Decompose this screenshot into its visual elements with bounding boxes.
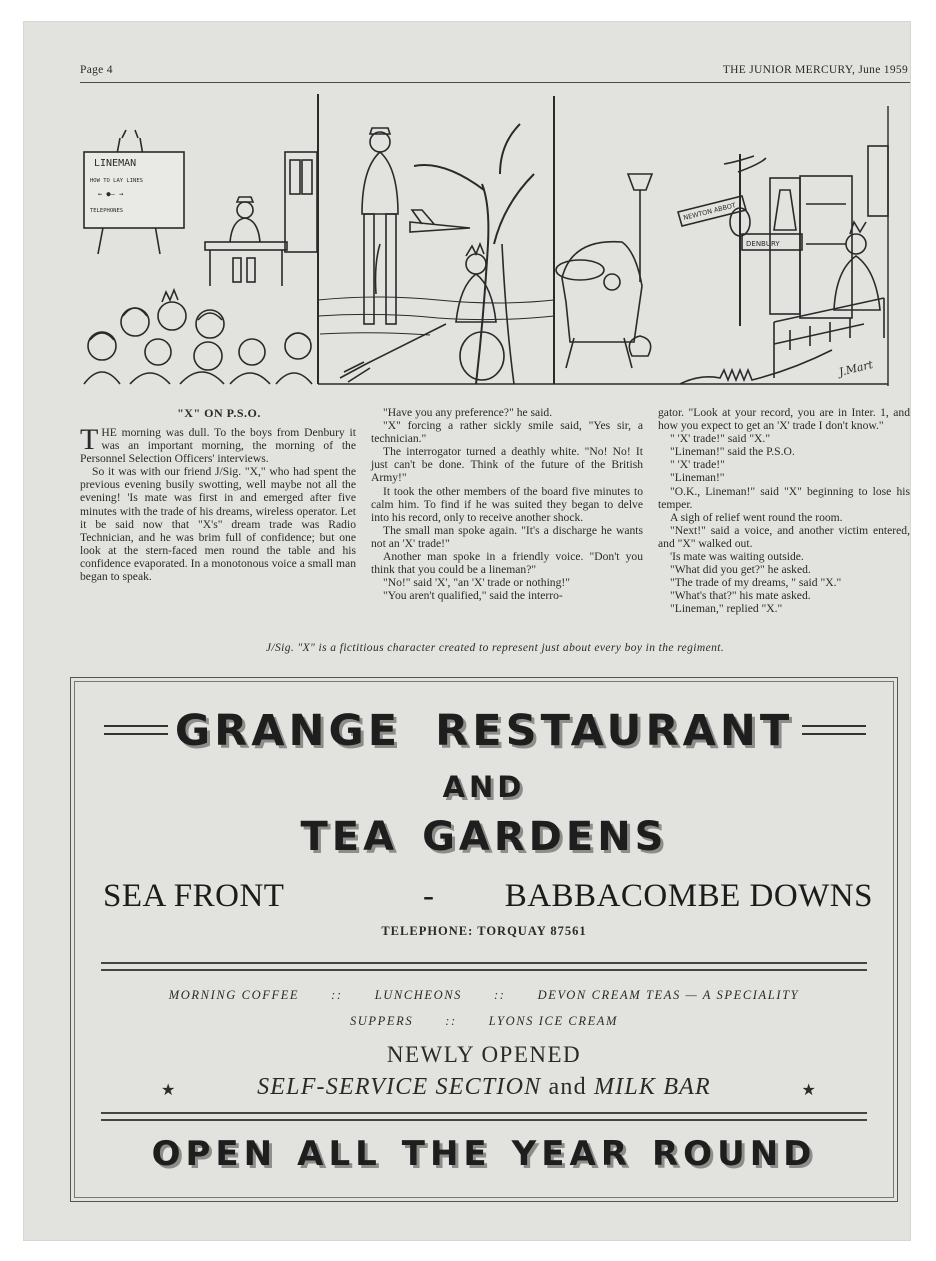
article-paragraph: gator. "Look at your record, you are in Inter. 1, and how you expect to get an 'X' trade I don't know." xyxy=(658,406,910,433)
article-paragraph: "Lineman!" xyxy=(670,471,725,485)
article-paragraph: Another man spoke in a friendly voice. "Don't you think that you could be a lineman?" xyxy=(371,550,643,577)
article-paragraph: 'Is mate was waiting outside. xyxy=(670,550,804,564)
article-paragraph: "Lineman!" said the P.S.O. xyxy=(670,445,795,459)
page-number: Page 4 xyxy=(80,64,113,76)
location-sea-front: SEA FRONT xyxy=(103,878,285,914)
board-line-1: HOW TO LAY LINES xyxy=(90,178,143,184)
article-paragraph: THE morning was dull. To the boys from Denbury it was an important morning, the morning of the Personnel Selection Officers' interviews. xyxy=(80,423,356,466)
article-paragraph: " 'X' trade!" said "X." xyxy=(670,432,771,446)
cartoon-illustration xyxy=(80,94,890,386)
article-paragraph: "Lineman," replied "X." xyxy=(670,602,783,616)
article-paragraph: "What did you get?" he asked. xyxy=(670,563,811,577)
star-icon: ★ xyxy=(161,1082,177,1099)
article-paragraph: "O.K., Lineman!" said "X" beginning to lose his temper. xyxy=(658,484,910,511)
drop-cap: T xyxy=(80,423,99,456)
ad-newly-opened: NEWLY OPENED xyxy=(386,1042,582,1067)
cartoon-strip xyxy=(80,94,890,386)
ad-menu-row-2: SUPPERS :: LYONS ICE CREAM xyxy=(349,1014,619,1028)
article-paragraph: "No!" said 'X', "an 'X' trade or nothing!" xyxy=(383,576,570,590)
page-header xyxy=(80,64,910,84)
board-title: LINEMAN xyxy=(94,158,137,169)
article-footnote: J/Sig. "X" is a fictitious character created to represent just about every boy in the regiment. xyxy=(265,642,725,654)
sign-right-text: DENBURY xyxy=(746,240,780,248)
article-column-1 xyxy=(80,423,356,584)
ad-self-service: ★ SELF-SERVICE SECTION and MILK BAR ★ xyxy=(161,1074,817,1100)
article-paragraph: "You aren't qualified," said the interro- xyxy=(383,589,563,603)
ad-open-all-year: OPEN ALL THE YEAR ROUND xyxy=(151,1134,817,1174)
location-dash: - xyxy=(423,878,435,914)
article-column-2 xyxy=(371,406,643,602)
article-paragraph: "X" forcing a rather sickly smile said, "Yes sir, a technician." xyxy=(371,419,643,446)
article-paragraph: The small man spoke again. "It's a discharge he wants not an 'X' trade!" xyxy=(371,523,643,550)
location-babbacombe: BABBACOMBE DOWNS xyxy=(504,878,873,914)
restaurant-advertisement xyxy=(70,677,898,1202)
article-paragraph: " 'X' trade!" xyxy=(670,458,725,472)
star-icon: ★ xyxy=(801,1082,817,1099)
article-column-3 xyxy=(658,406,910,616)
article-paragraph: So it was with our friend J/Sig. "X," who had spent the previous evening busily swotting, well maybe not all the evening! 'Is mate was first in and emerged after five minutes with the trade of his dreams, wireless operator. Let it be said now that "X's" dream trade was Radio Technician, and he was brim full of confidence; but one look at the stern-faced men round the table and his confidence evaporated. In a monotonous voice a small man began to speak. xyxy=(80,465,356,584)
article-paragraph: A sigh of relief went round the room. xyxy=(670,510,843,524)
publication-title: THE JUNIOR MERCURY, June 1959 xyxy=(722,64,908,76)
sign-left-text: NEWTON ABBOT xyxy=(682,201,737,222)
artist-signature: J.Mart xyxy=(837,357,875,379)
header-rule xyxy=(80,82,910,83)
article-title: "X" ON P.S.O. xyxy=(177,406,261,420)
article-paragraph: "What's that?" his mate asked. xyxy=(670,589,811,603)
article-paragraph: "The trade of my dreams, " said "X." xyxy=(670,576,842,590)
board-line-3: TELEPHONES xyxy=(90,208,124,214)
article-paragraph: It took the other members of the board five minutes to calm him. To find if he was suited they began to delve into his record, only to receive another shock. xyxy=(371,484,643,524)
ad-double-rule xyxy=(101,1112,867,1121)
board-line-2-arrows: ← ●– → xyxy=(98,190,124,198)
magazine-page xyxy=(24,22,910,1240)
article-paragraph: "Next!" said a voice, and another victim entered, and "X" walked out. xyxy=(658,523,910,550)
ad-telephone: TELEPHONE: TORQUAY 87561 xyxy=(381,924,587,938)
article-paragraph: The interrogator turned a deathly white. "No! No! It just can't be done. Think of the future of the British Army!" xyxy=(371,445,643,485)
ad-title-line-3: TEA GARDENS xyxy=(300,814,668,860)
ad-double-rule xyxy=(101,962,867,971)
ad-menu-row-1: MORNING COFFEE :: LUNCHEONS :: DEVON CREAM TEAS — A SPECIALITY xyxy=(168,988,800,1002)
ad-title-line-2: AND xyxy=(442,770,526,804)
ad-title-line-1: GRANGE RESTAURANT xyxy=(174,706,794,756)
article-paragraph: "Have you any preference?" he said. xyxy=(383,406,553,419)
